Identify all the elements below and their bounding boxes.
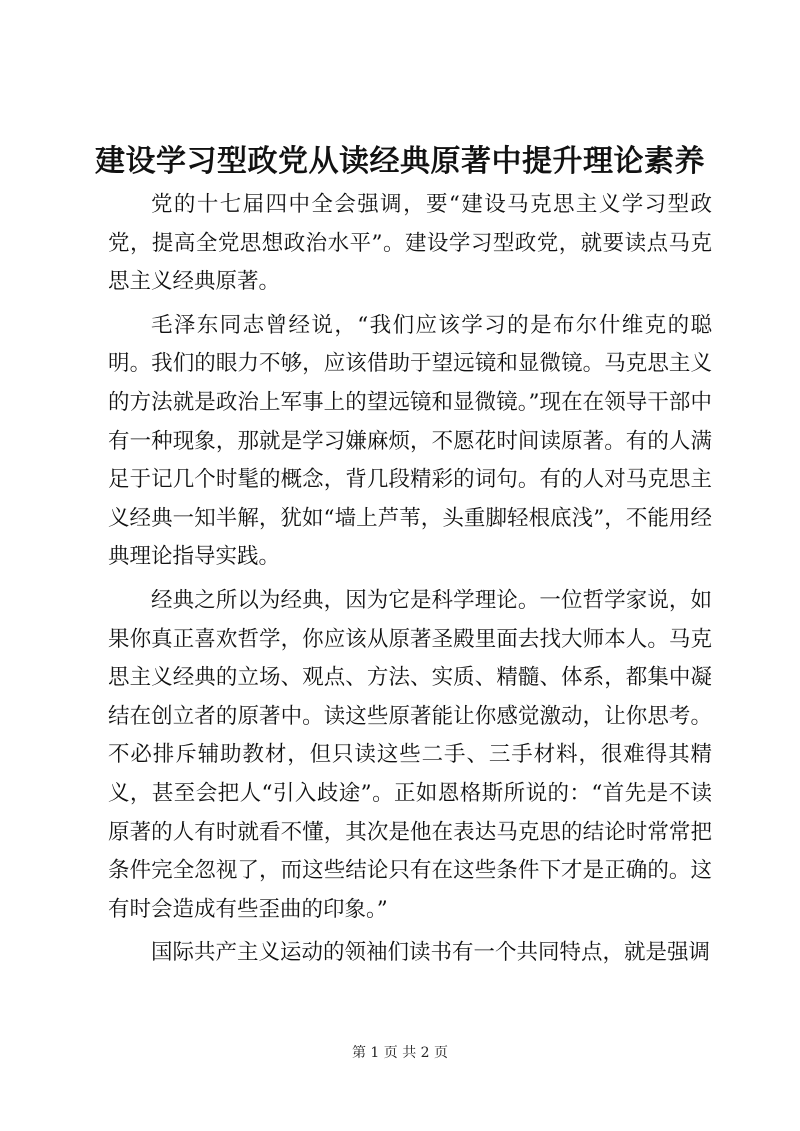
document-body <box>108 186 712 978</box>
page-footer: 第 1 页 共 2 页 <box>351 1045 449 1061</box>
paragraph: 党的十七届四中全会强调，要“建设马克思主义学习型政党，提高全党思想政治水平”。建设学习型政党，就要读点马克思主义经典原著。 <box>108 192 712 295</box>
document-title: 建设学习型政党从读经典原著中提升理论素养 <box>95 144 705 179</box>
paragraph: 国际共产主义运动的领袖们读书有一个共同特点，就是强调 <box>151 940 711 966</box>
paragraph: 经典之所以为经典，因为它是科学理论。一位哲学家说，如果你真正喜欢哲学，你应该从原著圣殿里面去找大师本人。马克思主义经典的立场、观点、方法、实质、精髓、体系，都集中凝结在创立者的原著中。读这些原著能让你感觉激动，让你思考。不必排斥辅助教材，但只读这些二手、三手材料，很难得其精义，甚至会把人“引入歧途”。正如恩格斯所说的：“首先是不读原著的人有时就看不懂，其次是他在表达马克思的结论时常常把条件完全忽视了，而这些结论只有在这些条件下才是正确的。这有时会造成有些歪曲的印象。” <box>108 587 712 922</box>
paragraph: 毛泽东同志曾经说，“我们应该学习的是布尔什维克的聪明。我们的眼力不够，应该借助于望远镜和显微镜。马克思主义的方法就是政治上军事上的望远镜和显微镜。”现在在领导干部中有一种现象，那就是学习嫌麻烦，不愿花时间读原著。有的人满足于记几个时髦的概念，背几段精彩的词句。有的人对马克思主义经典一知半解，犹如“墙上芦苇，头重脚轻根底浅”，不能用经典理论指导实践。 <box>108 312 712 570</box>
